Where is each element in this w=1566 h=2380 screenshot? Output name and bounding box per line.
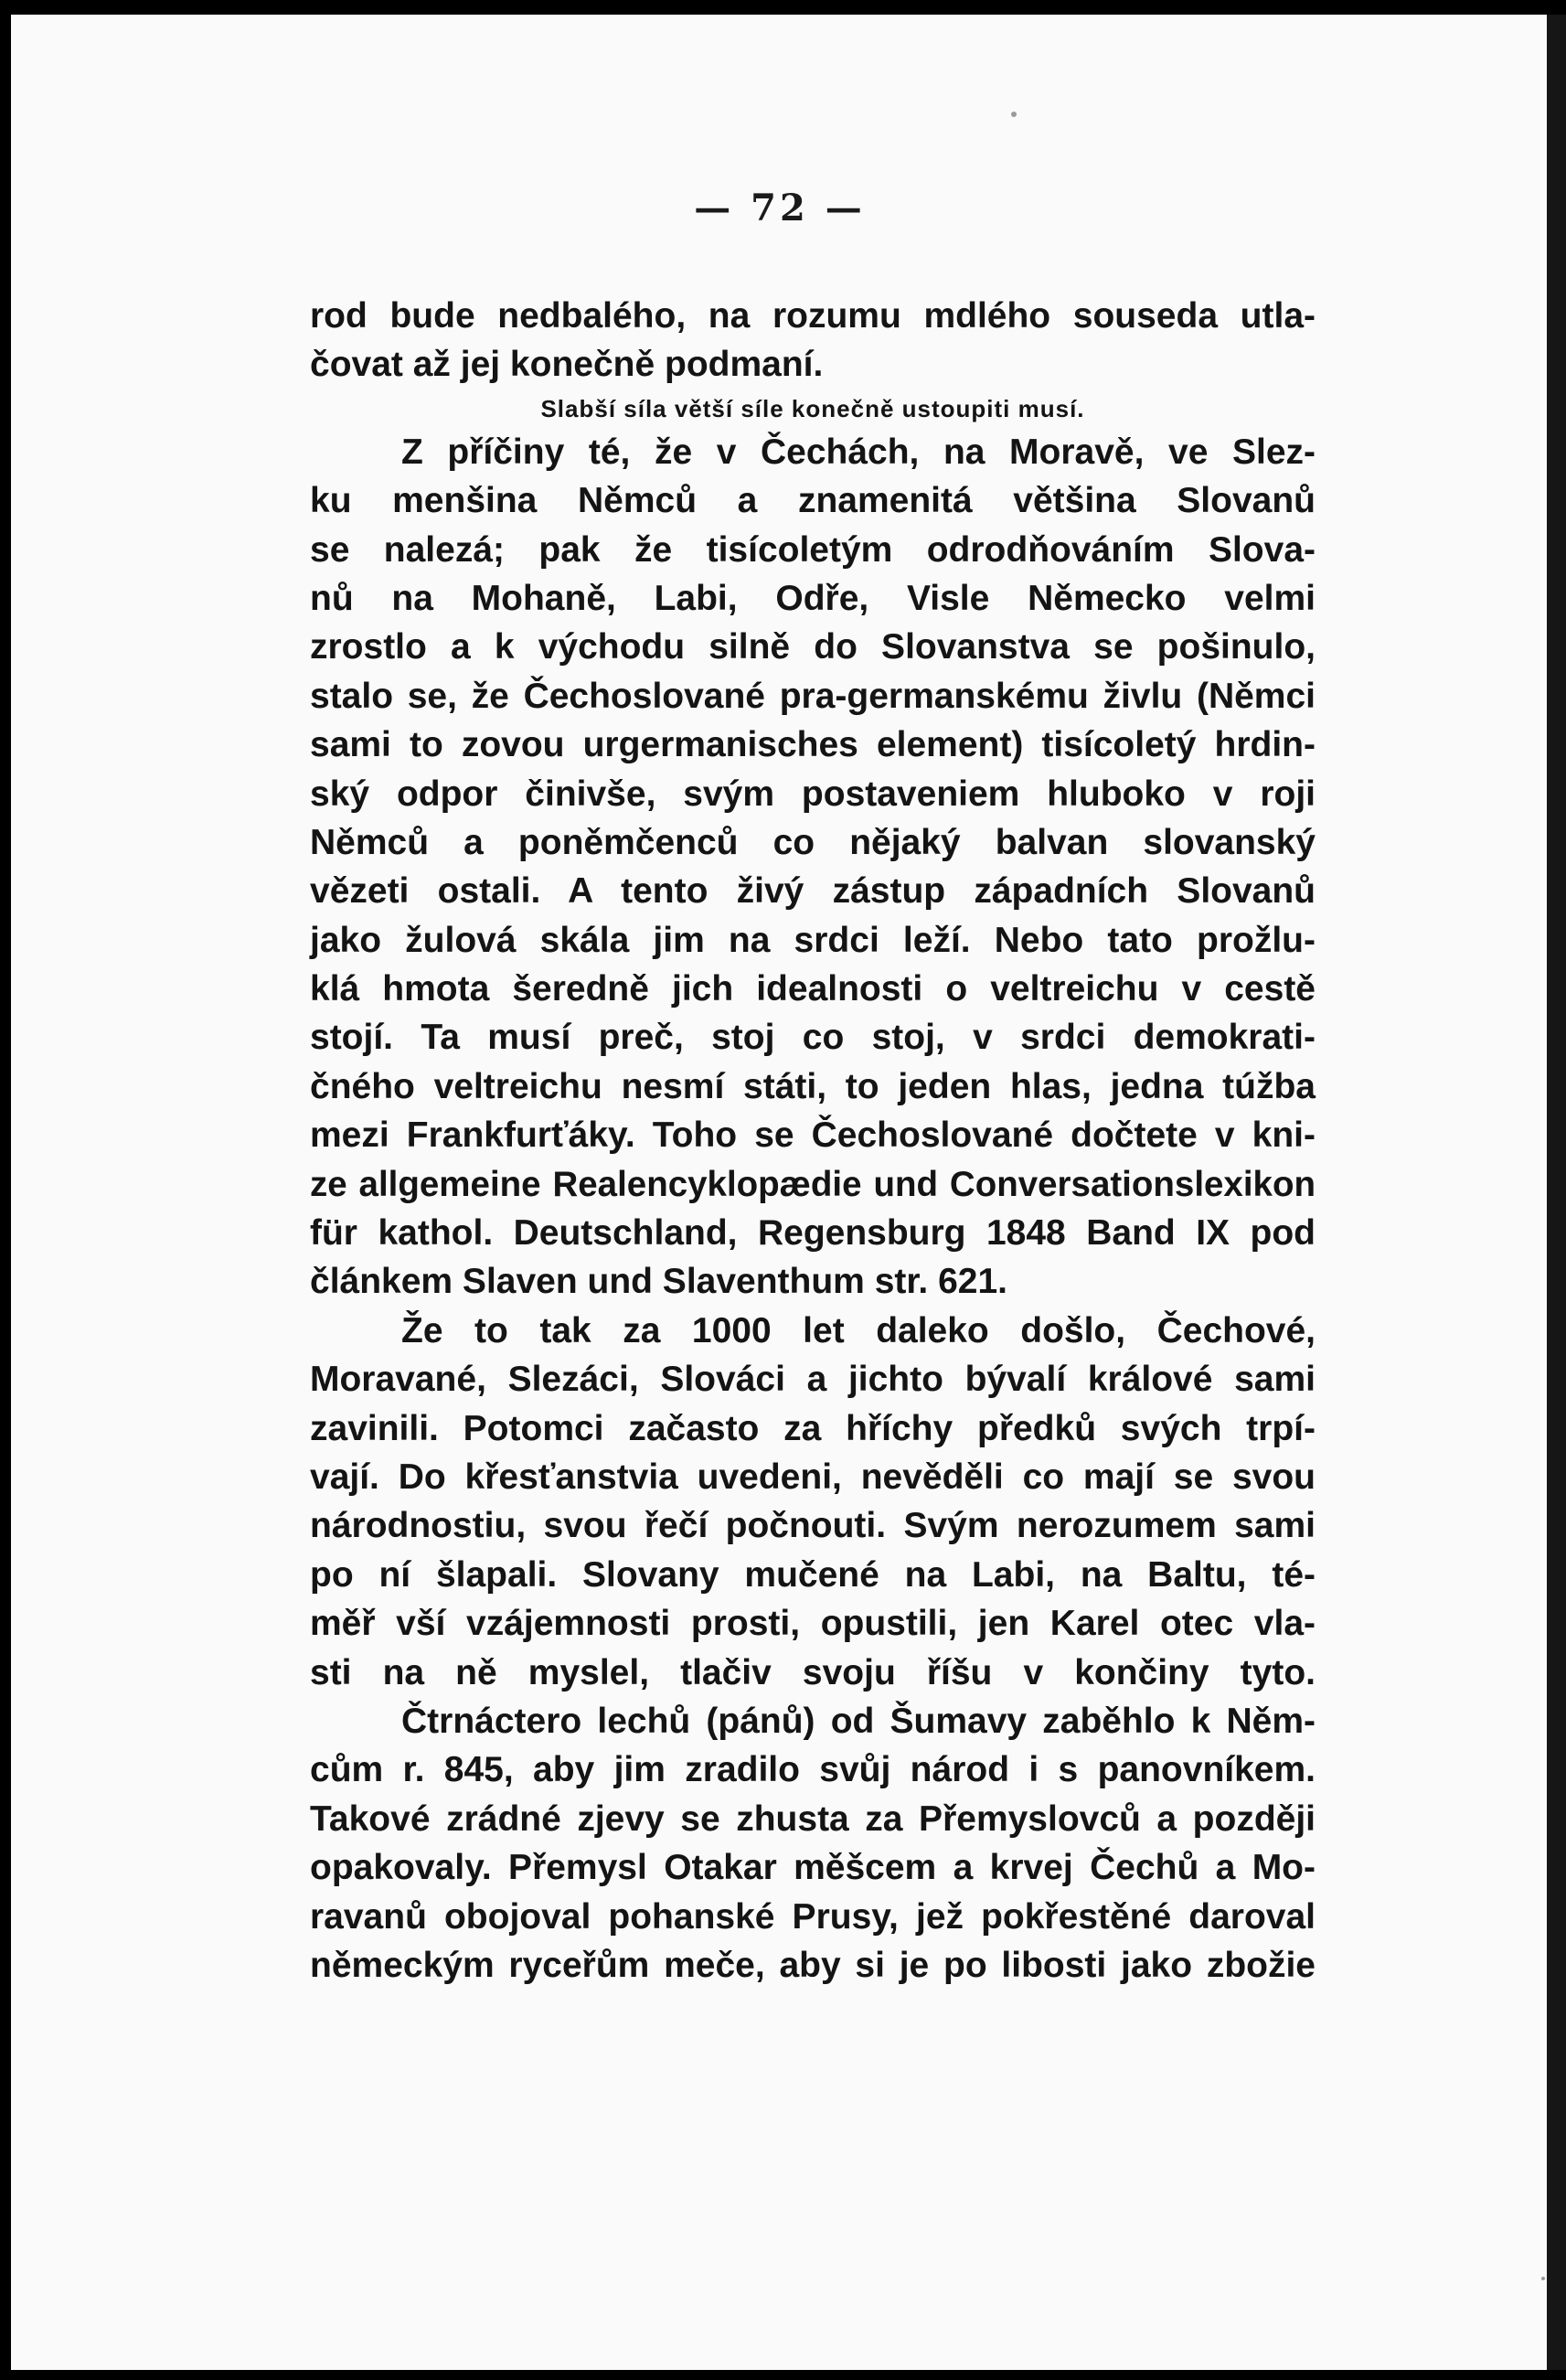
text-line: ze allgemeine Realencyklopædie und Conversationslexikon — [310, 1164, 1316, 1204]
text-line: Čtrnáctero lechů (pánů) od Šumavy zaběhlo k Něm- — [401, 1701, 1316, 1741]
scan-border — [1547, 15, 1566, 2370]
text-line: článkem Slaven und Slaventhum str. 621. — [310, 1262, 1007, 1302]
text-line: jako žulová skála jim na srdci leží. Nebo tato prožlu- — [310, 920, 1316, 960]
text-line: ku menšina Němců a znamenitá většina Slovanů — [310, 481, 1316, 521]
proverb-note: Slabší síla větší síle konečně ustoupiti musí. — [540, 394, 1085, 422]
text-line: sami to zovou urgermanisches element) tisícoletý hrdin- — [310, 725, 1316, 765]
text-line: po ní šlapali. Slovany mučené na Labi, na Baltu, té- — [310, 1554, 1316, 1595]
text-line: čovat až jej konečně podmaní. — [310, 345, 824, 385]
text-line: vají. Do křesťanstvia uvedeni, nevěděli co mají se svou — [310, 1457, 1316, 1497]
text-line: měř vší vzájemnosti prosti, opustili, jen Karel otec vla- — [310, 1604, 1316, 1644]
text-line: Z příčiny té, že v Čechách, na Moravě, ve Slez- — [401, 432, 1316, 472]
text-line: Moravané, Slezáci, Slováci a jichto bývalí králové sami — [310, 1360, 1316, 1400]
text-line: zrostlo a k východu silně do Slovanstva se pošinulo, — [310, 627, 1316, 667]
text-line: cům r. 845, aby jim zradilo svůj národ i s panovníkem. — [310, 1750, 1316, 1790]
text-line: ravanů obojoval pohanské Prusy, jež pokřestěné daroval — [310, 1896, 1316, 1937]
text-line: čného veltreichu nesmí státi, to jeden hlas, jedna túžba — [310, 1066, 1316, 1106]
page-number: — 72 — — [694, 187, 866, 229]
text-line: ský odpor činivše, svým postaveniem hluboko v roji — [310, 774, 1316, 814]
text-line: se nalezá; pak že tisícoletým odrodňováním Slova- — [310, 529, 1316, 570]
text-line: stojí. Ta musí preč, stoj co stoj, v srdci demokrati- — [310, 1018, 1316, 1058]
text-line: rod bude nedbalého, na rozumu mdlého souseda utla- — [310, 296, 1316, 336]
body-text — [310, 292, 1316, 1990]
text-line: opakovaly. Přemysl Otakar měšcem a krvej Čechů a Mo- — [310, 1848, 1316, 1888]
text-line: sti na ně myslel, tlačiv svoju říšu v končiny tyto. — [310, 1652, 1316, 1692]
text-line: mezi Frankfurťáky. Toho se Čechoslované dočtete v kni- — [310, 1115, 1316, 1156]
text-line: nů na Mohaně, Labi, Odře, Visle Německo velmi — [310, 578, 1316, 618]
book-page — [11, 15, 1549, 2370]
text-line: Němců a poněmčenců co nějaký balvan slovanský — [310, 822, 1316, 862]
text-line: klá hmota šeredně jich idealnosti o veltreichu v cestě — [310, 969, 1316, 1009]
paper-speck — [1541, 2277, 1545, 2280]
text-line: německým ryceřům meče, aby si je po libosti jako zbožie — [310, 1945, 1316, 1985]
text-line: stalo se, že Čechoslované pra-germanskému živlu (Němci — [310, 676, 1316, 716]
paper-speck — [1011, 112, 1017, 117]
text-line: Že to tak za 1000 let daleko došlo, Čechové, — [401, 1310, 1316, 1350]
text-line: národnostiu, svou řečí počnouti. Svým nerozumem sami — [310, 1506, 1316, 1546]
text-line: zavinili. Potomci začasto za hříchy předků svých trpí- — [310, 1408, 1316, 1448]
text-line: Takové zrádné zjevy se zhusta za Přemyslovců a později — [310, 1798, 1316, 1839]
text-line: für kathol. Deutschland, Regensburg 1848 Band IX pod — [310, 1213, 1316, 1254]
text-line: vězeti ostali. A tento živý zástup západních Slovanů — [310, 871, 1316, 912]
